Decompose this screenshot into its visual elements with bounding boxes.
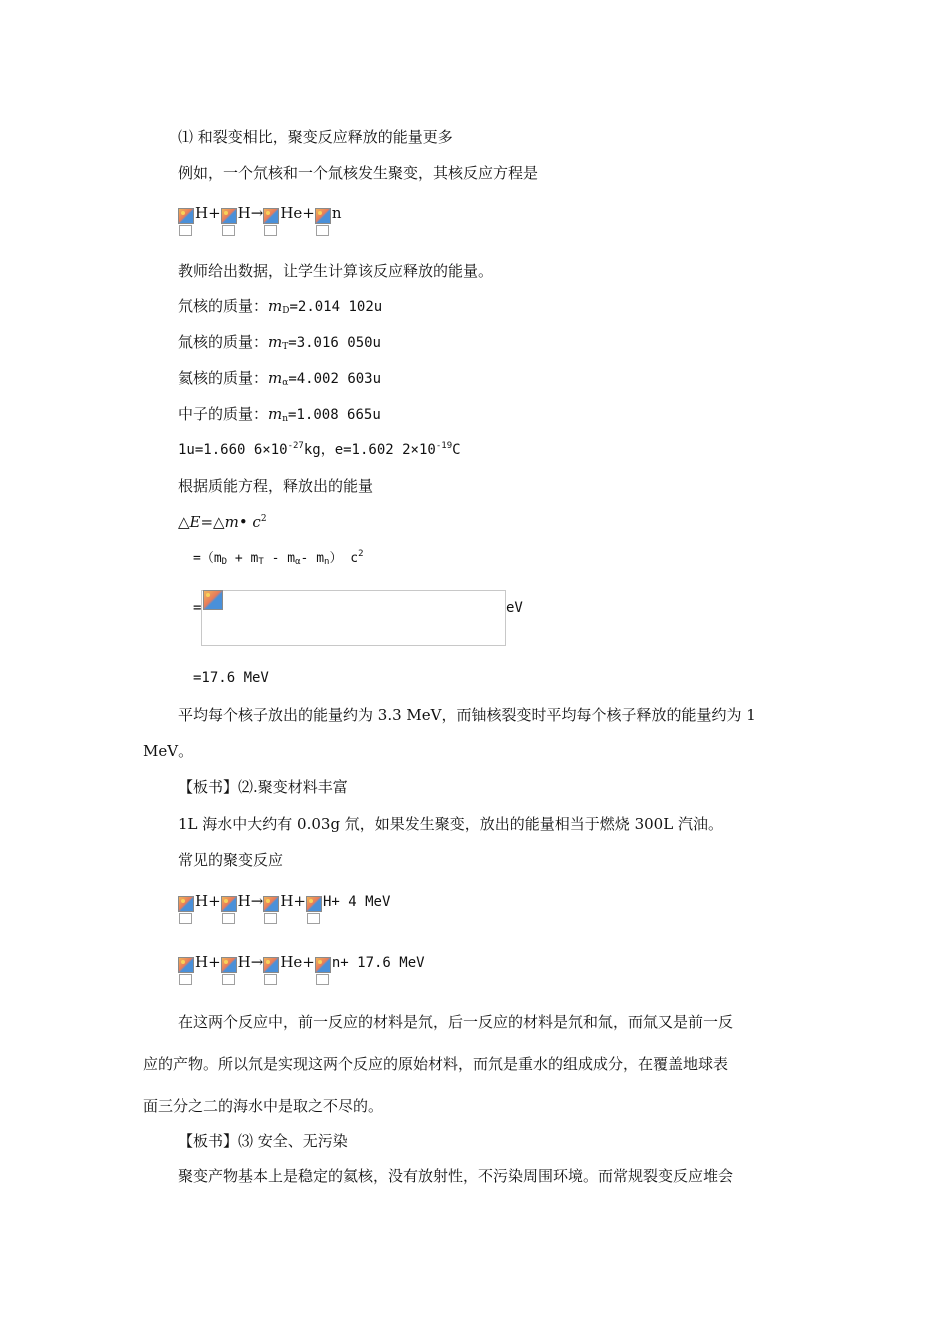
paragraph-reactions-2: 应的产物。所以氘是实现这两个反应的原始材料，而氘是重水的组成成分，在覆盖地球表 <box>143 1055 729 1073</box>
mass-helium: 氦核的质量：$m_\alpha=4.002$ 603u <box>178 369 382 388</box>
reaction-equation-1: H+ H→ He+ n <box>178 203 342 224</box>
result-value: =17.6 MeV <box>193 670 269 686</box>
paragraph-energy-per-nucleon: 平均每个核子放出的能量约为 3.3 MeV，而铀核裂变时平均每个核子释放的能量约为 1 <box>178 706 756 724</box>
heading-energy-more: ⑴ 和裂变相比，聚变反应释放的能量更多 <box>178 128 453 146</box>
arrow-icon: → <box>250 953 264 971</box>
arrow-icon: → <box>250 204 264 222</box>
mass-neutron: 中子的质量：$m_n=1.008$ 665u <box>178 405 381 424</box>
constants-line: 1u=1.660 $6\times 10^{-27}kg$，e=1.602 $2\times 10^{-19}C$ <box>178 441 461 458</box>
paragraph-reactions-1: 在这两个反应中，前一反应的材料是氘，后一反应的材料是氘和氚，而氚又是前一反 <box>178 1013 734 1031</box>
equation-prefix: = <box>193 600 202 616</box>
mass-triton: 氚核的质量：$m_T=3.016$ 050u <box>178 333 381 352</box>
image-placeholder-icon <box>221 208 237 224</box>
image-placeholder-icon <box>178 208 194 224</box>
image-placeholder-icon <box>178 896 194 912</box>
image-placeholder-icon <box>315 208 331 224</box>
image-placeholder-icon <box>221 957 237 973</box>
image-placeholder-icon <box>178 957 194 973</box>
delta-e-expansion: $=(m_D + m_T - m_\alpha-$ $m_n$） $c^2$ <box>193 549 364 567</box>
delta-e-formula: △E=△m• $c^2$ <box>178 513 267 531</box>
text-common-reactions: 常见的聚变反应 <box>178 851 284 869</box>
heading-materials-abundant: 【板书】⑵.聚变材料丰富 <box>178 778 348 796</box>
paragraph-reactions-3: 面三分之二的海水中是取之不尽的。 <box>143 1097 384 1115</box>
image-placeholder-icon <box>263 208 279 224</box>
text-teacher-data: 教师给出数据，让学生计算该反应释放的能量。 <box>178 262 494 280</box>
equation-image-frame <box>201 590 506 646</box>
image-placeholder-icon <box>263 896 279 912</box>
paragraph-fusion-products: 聚变产物基本上是稳定的氦核，没有放射性，不污染周围环境。而常规裂变反应堆会 <box>178 1167 734 1185</box>
image-placeholder-icon <box>221 896 237 912</box>
heading-safe-clean: 【板书】⑶ 安全、无污染 <box>178 1132 348 1150</box>
reaction-equation-3: H+ H→ He+ n+ 17.6 MeV <box>178 952 425 973</box>
equation-unit: eV <box>506 600 523 616</box>
image-placeholder-icon <box>315 957 331 973</box>
text-seawater: 1L 海水中大约有 0.03g 氘，如果发生聚变，放出的能量相当于燃烧 300L 汽油。 <box>178 815 723 833</box>
image-placeholder-icon <box>306 896 322 912</box>
paragraph-energy-per-nucleon-cont: MeV。 <box>143 742 194 760</box>
text-example-intro: 例如，一个氘核和一个氚核发生聚变，其核反应方程是 <box>178 164 539 182</box>
mass-deuteron: 氘核的质量：$m_D=2.014$ 102u <box>178 297 383 316</box>
arrow-icon: → <box>250 892 264 910</box>
reaction-equation-2: H+ H→ H+ H+ 4 MeV <box>178 891 390 912</box>
image-placeholder-icon <box>203 590 221 608</box>
image-placeholder-icon <box>263 957 279 973</box>
text-mass-energy: 根据质能方程，释放出的能量 <box>178 477 374 495</box>
